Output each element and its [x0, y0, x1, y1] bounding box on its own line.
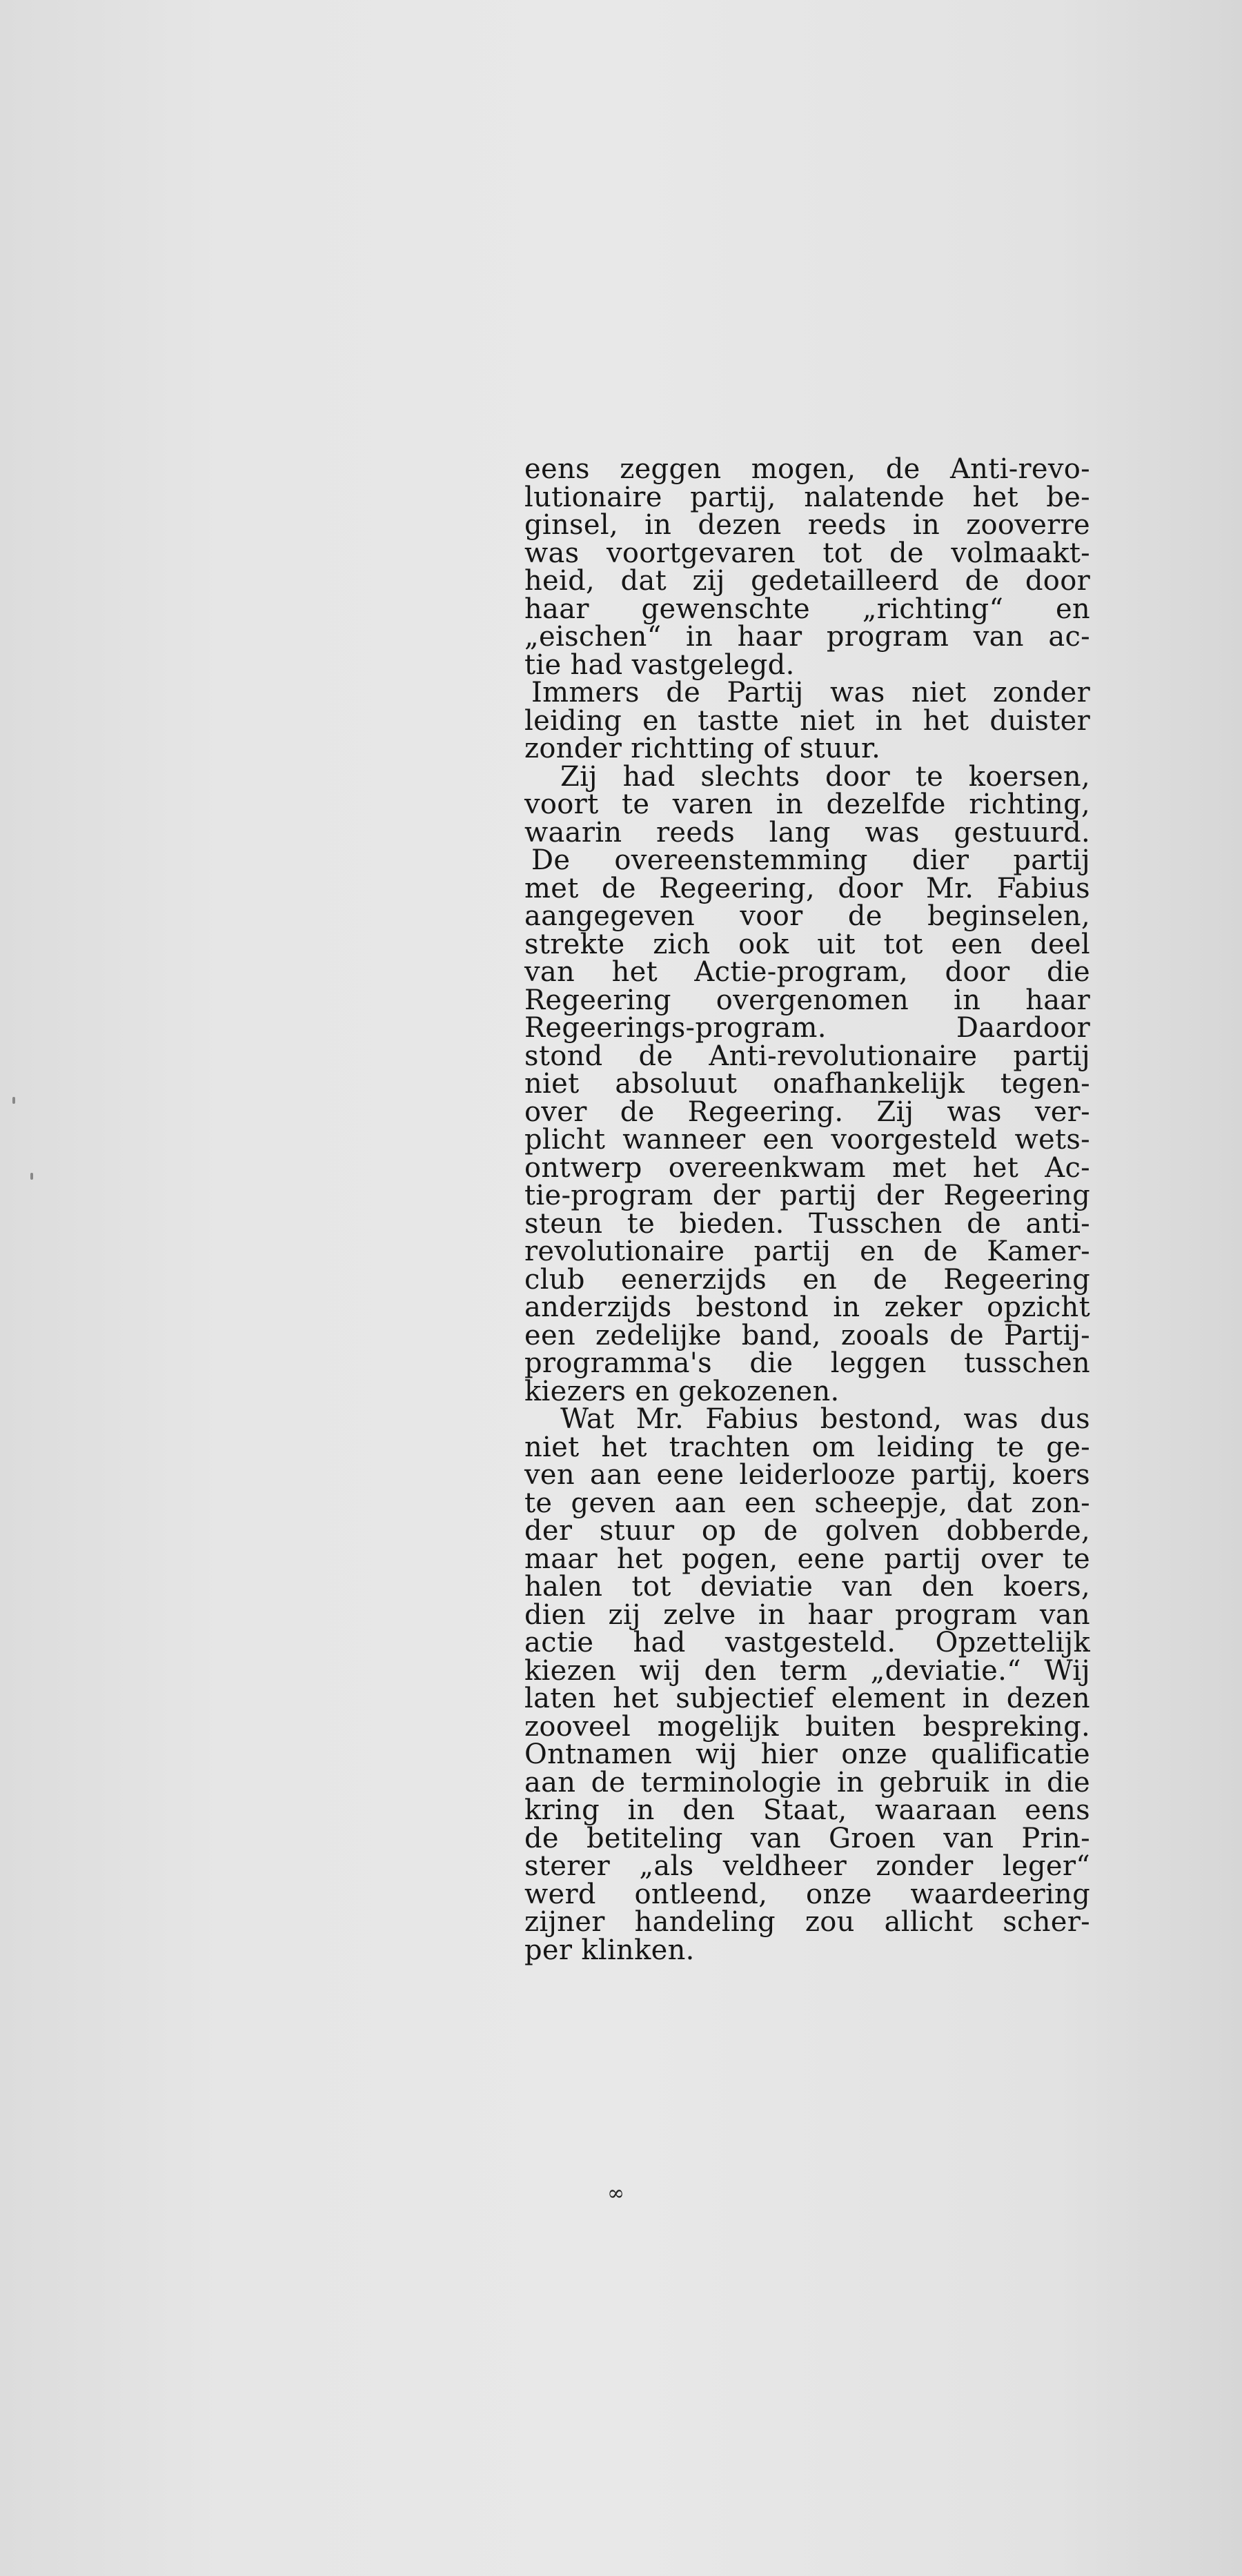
text-line: was voortgevaren tot de volmaakt- — [524, 537, 1090, 569]
text-line: per klinken. — [524, 1934, 695, 1966]
text-line: leiding en tastte niet in het duister — [524, 704, 1090, 737]
text-line: De overeenstemming dier partij — [531, 844, 1090, 876]
text-line: de betiteling van Groen van Prin- — [524, 1822, 1090, 1854]
text-line: steun te bieden. Tusschen de anti- — [524, 1207, 1090, 1240]
text-line: haar gewenschte „richting“ en — [524, 593, 1090, 625]
text-line: over de Regeering. Zij was ver- — [524, 1096, 1090, 1128]
text-line: niet absoluut onafhankelijk tegen- — [524, 1068, 1090, 1100]
text-line: zijner handeling zou allicht scher- — [524, 1906, 1090, 1938]
text-line: kring in den Staat, waaraan eens — [524, 1794, 1090, 1826]
article-column — [524, 455, 1090, 1964]
text-line: ontwerp overeenkwam met het Ac- — [524, 1151, 1090, 1184]
text-line: voort te varen in dezelfde richting, — [524, 789, 1090, 820]
scan-speck — [30, 1173, 33, 1180]
text-line: met de Regeering, door Mr. Fabius — [524, 872, 1090, 904]
text-line: kiezen wij den term „deviatie.“ Wij — [524, 1654, 1090, 1687]
scan-speck — [12, 1097, 15, 1104]
text-line: Regeering overgenomen in haar — [524, 984, 1090, 1016]
text-line: ven aan eene leiderlooze partij, koers — [524, 1459, 1090, 1491]
text-line: maar het pogen, eene partij over te — [524, 1543, 1090, 1575]
text-line: waarin reeds lang was gestuurd. — [524, 816, 1090, 849]
text-line: aan de terminologie in gebruik in die — [524, 1766, 1090, 1799]
text-line: Zij had slechts door te koersen, — [560, 760, 1090, 793]
text-line: revolutionaire partij en de Kamer- — [524, 1236, 1090, 1267]
text-line: laten het subjectief element in dezen — [524, 1683, 1090, 1714]
text-line: tie had vastgelegd. — [524, 648, 795, 681]
text-line: kiezers en gekozenen. — [524, 1375, 840, 1407]
text-line: programma's die leggen tusschen — [524, 1347, 1090, 1379]
text-line: niet het trachten om leiding te ge- — [524, 1431, 1090, 1463]
text-line: lutionaire partij, nalatende het be- — [524, 481, 1090, 513]
text-line: van het Actie-program, door die — [524, 956, 1090, 988]
text-line: Ontnamen wij hier onze qualificatie — [524, 1738, 1090, 1770]
text-line: zooveel mogelijk buiten bespreking. — [524, 1710, 1090, 1743]
text-line: actie had vastgesteld. Opzettelijk — [524, 1627, 1090, 1658]
text-line: „eischen“ in haar program van ac- — [524, 621, 1090, 653]
text-line: werd ontleend, onze waardeering — [524, 1878, 1090, 1910]
text-line: zonder richtting of stuur. — [524, 733, 881, 764]
text-line: een zedelijke band, zooals de Partij- — [524, 1319, 1090, 1351]
text-line: plicht wanneer een voorgesteld wets- — [524, 1124, 1090, 1156]
text-line: eens zeggen mogen, de Anti-revo- — [524, 453, 1090, 485]
text-line: Immers de Partij was niet zonder — [531, 677, 1090, 709]
text-line: Regeerings-program. Daardoor — [524, 1012, 1090, 1044]
text-line: strekte zich ook uit tot een deel — [524, 928, 1090, 960]
text-line: sterer „als veldheer zonder leger“ — [524, 1850, 1090, 1882]
text-line: te geven aan een scheepje, dat zon- — [524, 1487, 1090, 1519]
text-line: halen tot deviatie van den koers, — [524, 1571, 1090, 1603]
text-line: dien zij zelve in haar program van — [524, 1598, 1090, 1631]
text-line: der stuur op de golven dobberde, — [524, 1515, 1090, 1547]
end-ornament-icon: ∞ — [607, 2181, 624, 2206]
text-line: aangegeven voor de beginselen, — [524, 900, 1090, 932]
text-line: heid, dat zij gedetailleerd de door — [524, 565, 1090, 597]
text-line: stond de Anti-revolutionaire partij — [524, 1040, 1090, 1072]
text-line: anderzijds bestond in zeker opzicht — [524, 1291, 1090, 1323]
text-line: tie-program der partij der Regeering — [524, 1180, 1090, 1211]
text-line: club eenerzijds en de Regeering — [524, 1263, 1090, 1296]
text-line: Wat Mr. Fabius bestond, was dus — [560, 1403, 1090, 1435]
text-line: ginsel, in dezen reeds in zooverre — [524, 509, 1090, 541]
